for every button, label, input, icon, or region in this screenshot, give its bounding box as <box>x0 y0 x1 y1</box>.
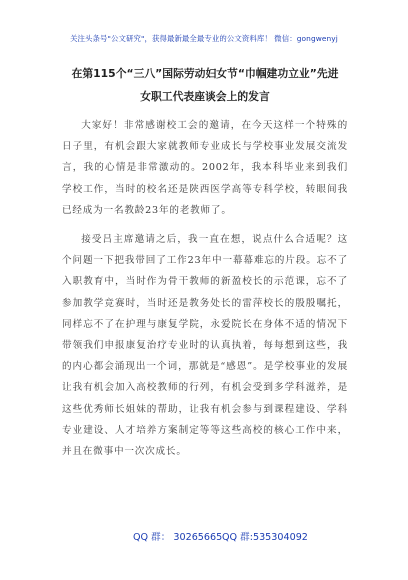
body-paragraph-2: 接受吕主席邀请之后，我一直在想，说点什么合适呢？这个问题一下把我带回了工作23年中一幕幕难忘的片段。忘不了入职教育中，当时作为骨干教师的新盈校长的示范课，忘不了参加教学竞赛时，当时还是教务处长的雷萍校长的殷殷嘱托，同样忘不了在护理与康复学院，永爱院长在身体不适的情况下带领我们申报康复治疗专业时的认真执着，每每想到这些，我的内心都会涌现出一个词，那就是“感恩”。是学校事业的发展让我有机会加入高校教师的行列，有机会受到多学科滋养，是这些优秀师长姐妹的帮助，让我有机会参与到课程建设、学科专业建设、人才培养方案制定等等这些高校的核心工作中来，并且在微事中一次次成长。 <box>62 234 348 458</box>
footer <box>0 531 408 545</box>
document-title-line-2: 女职工代表座谈会上的发言 <box>140 90 270 103</box>
footer-qq-group-1: QQ 群： 30265665 <box>133 532 223 543</box>
document-title-line-1: 在第115个“三八”国际劳动妇女节“巾帼建功立业”先进 <box>71 67 339 80</box>
body-paragraph-1: 大家好！非常感谢校工会的邀请，在今天这样一个特殊的日子里，有机会跟大家就教师专业成长与学校事业发展交流发言，我的心情是非常激动的。2002年，我本科毕业来到我们学校工作，当时的校名还是陕西医学高等专科学校，转眼间我已经成为一名教龄23年的老教师了。 <box>62 120 348 216</box>
header-promo-text: 关注头条号"公文研究"，获得最新最全最专业的公文资料库！ 微信：gongwenyj <box>70 34 338 43</box>
footer-qq-group-2: QQ 群:535304092 <box>222 532 308 543</box>
